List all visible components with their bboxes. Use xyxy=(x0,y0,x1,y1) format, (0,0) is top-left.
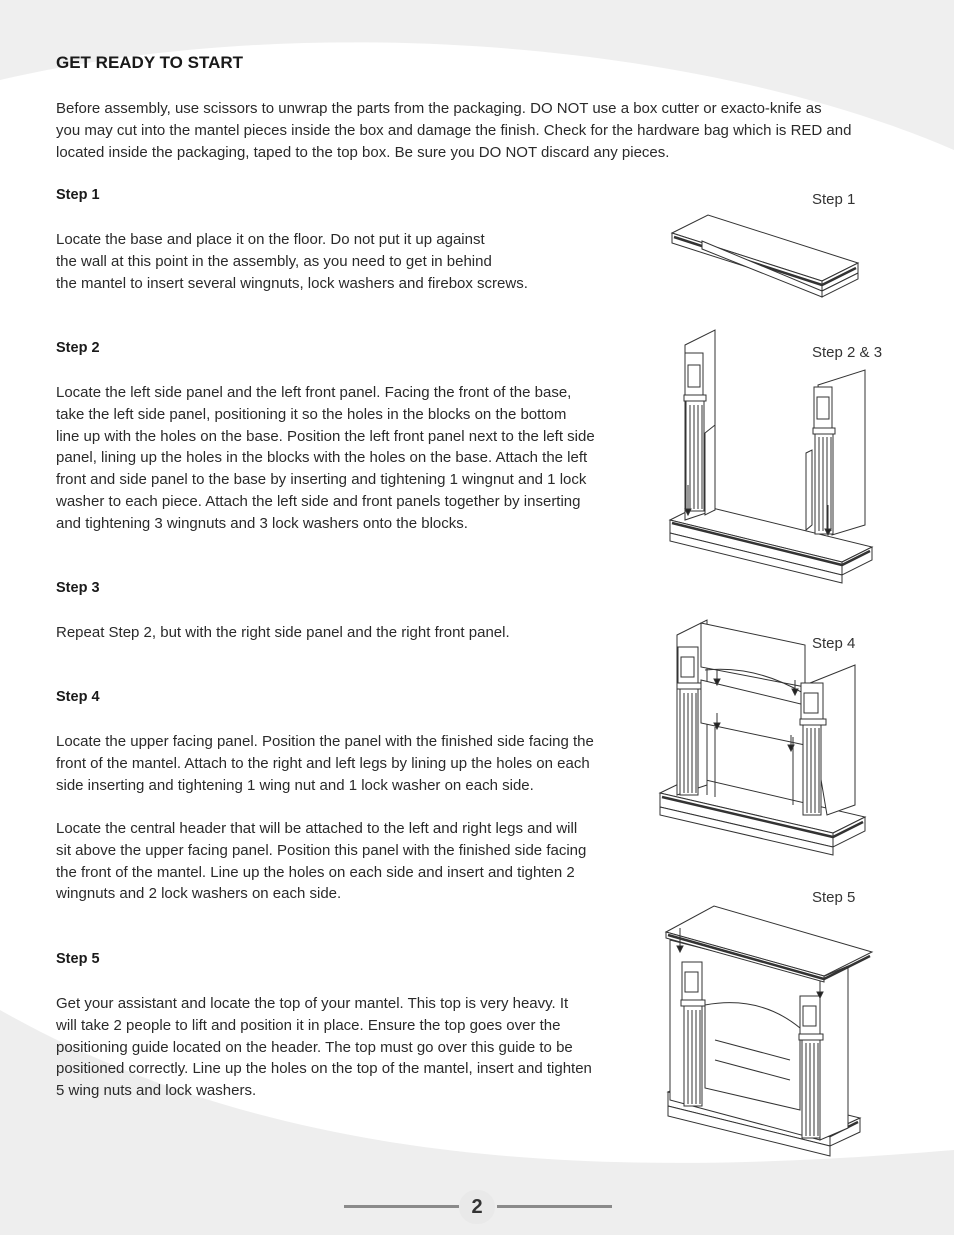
text-line: panel, lining up the holes in the blocks with the holes on the base. Attach the left xyxy=(56,449,588,467)
page-heading: GET READY TO START xyxy=(56,53,244,72)
text-line: sit above the upper facing panel. Position this panel with the finished side facing xyxy=(56,841,587,859)
figure-label-step-5: Step 5 xyxy=(812,889,856,906)
text-line: washer to each piece. Attach the left side and front panels together by inserting xyxy=(56,492,581,510)
intro-line: Before assembly, use scissors to unwrap the parts from the packaging. DO NOT use a box cutter or exacto-knife as xyxy=(56,100,822,117)
figure-label-step-1: Step 1 xyxy=(812,191,856,208)
text-line: the mantel to insert several wingnuts, lock washers and firebox screws. xyxy=(56,274,528,292)
text-line: 5 wing nuts and lock washers. xyxy=(56,1082,257,1100)
text-line: take the left side panel, positioning it so the holes in the blocks on the bottom xyxy=(56,405,567,423)
text-line: Locate the upper facing panel. Position the panel with the finished side facing the xyxy=(56,733,594,750)
step-3-title: Step 3 xyxy=(56,580,100,596)
step-1-text xyxy=(56,229,528,294)
figure-label-step-4: Step 4 xyxy=(812,635,856,652)
step-1-title: Step 1 xyxy=(56,187,100,203)
step-4-text-2 xyxy=(56,818,586,905)
text-line: the front of the mantel. Line up the holes on each side and insert and tighten 2 xyxy=(56,863,575,881)
text-line: front and side panel to the base by inserting and tightening 1 wingnut and 1 lock xyxy=(56,471,587,489)
page-rule-left xyxy=(344,1205,459,1208)
text-line: and tightening 3 wingnuts and 3 lock washers onto the blocks. xyxy=(56,514,468,532)
text-line: Locate the left side panel and the left front panel. Facing the front of the base, xyxy=(56,384,572,401)
text-line: front of the mantel. Attach to the right and left legs by lining up the holes on each xyxy=(56,754,590,772)
mantel-top-illustration xyxy=(660,900,875,1165)
text-line: Get your assistant and locate the top of your mantel. This top is very heavy. It xyxy=(56,995,569,1012)
figure-label-step-2-3: Step 2 & 3 xyxy=(812,344,883,361)
header-illustration xyxy=(655,615,870,865)
text-line: positioned correctly. Line up the holes on the top of the mantel, insert and tighten xyxy=(56,1060,592,1078)
step-2-text xyxy=(56,382,595,535)
intro-line: you may cut into the mantel pieces inside the box and damage the finish. Check for the hardware bag which is RED and xyxy=(56,121,852,139)
base-illustration xyxy=(660,205,870,305)
intro-paragraph xyxy=(56,98,851,163)
text-line: will take 2 people to lift and position it in place. Ensure the top goes over the xyxy=(56,1016,561,1034)
text-line: Repeat Step 2, but with the right side panel and the right front panel. xyxy=(56,624,510,641)
step-3-text xyxy=(56,622,510,644)
text-line: the wall at this point in the assembly, as you need to get in behind xyxy=(56,252,492,270)
step-5-title: Step 5 xyxy=(56,951,100,967)
text-line: line up with the holes on the base. Position the left front panel next to the left side xyxy=(56,427,595,445)
text-line: side inserting and tightening 1 wing nut and 1 lock washer on each side. xyxy=(56,776,534,794)
text-line: Locate the base and place it on the floor. Do not put it up against xyxy=(56,231,485,248)
step-5-text xyxy=(56,993,592,1102)
intro-line: located inside the packaging, taped to the top box. Be sure you DO NOT discard any pieces. xyxy=(56,143,670,161)
page-rule-right xyxy=(497,1205,612,1208)
page-number: 2 xyxy=(459,1190,495,1224)
text-line: Locate the central header that will be attached to the left and right legs and will xyxy=(56,820,578,837)
step-4-text xyxy=(56,731,594,796)
text-line: wingnuts and 2 lock washers on each side. xyxy=(56,885,342,903)
legs-illustration xyxy=(660,325,883,590)
step-4-title: Step 4 xyxy=(56,689,100,705)
step-2-title: Step 2 xyxy=(56,340,100,356)
text-line: positioning guide located on the header. The top must go over this guide to be xyxy=(56,1038,573,1056)
